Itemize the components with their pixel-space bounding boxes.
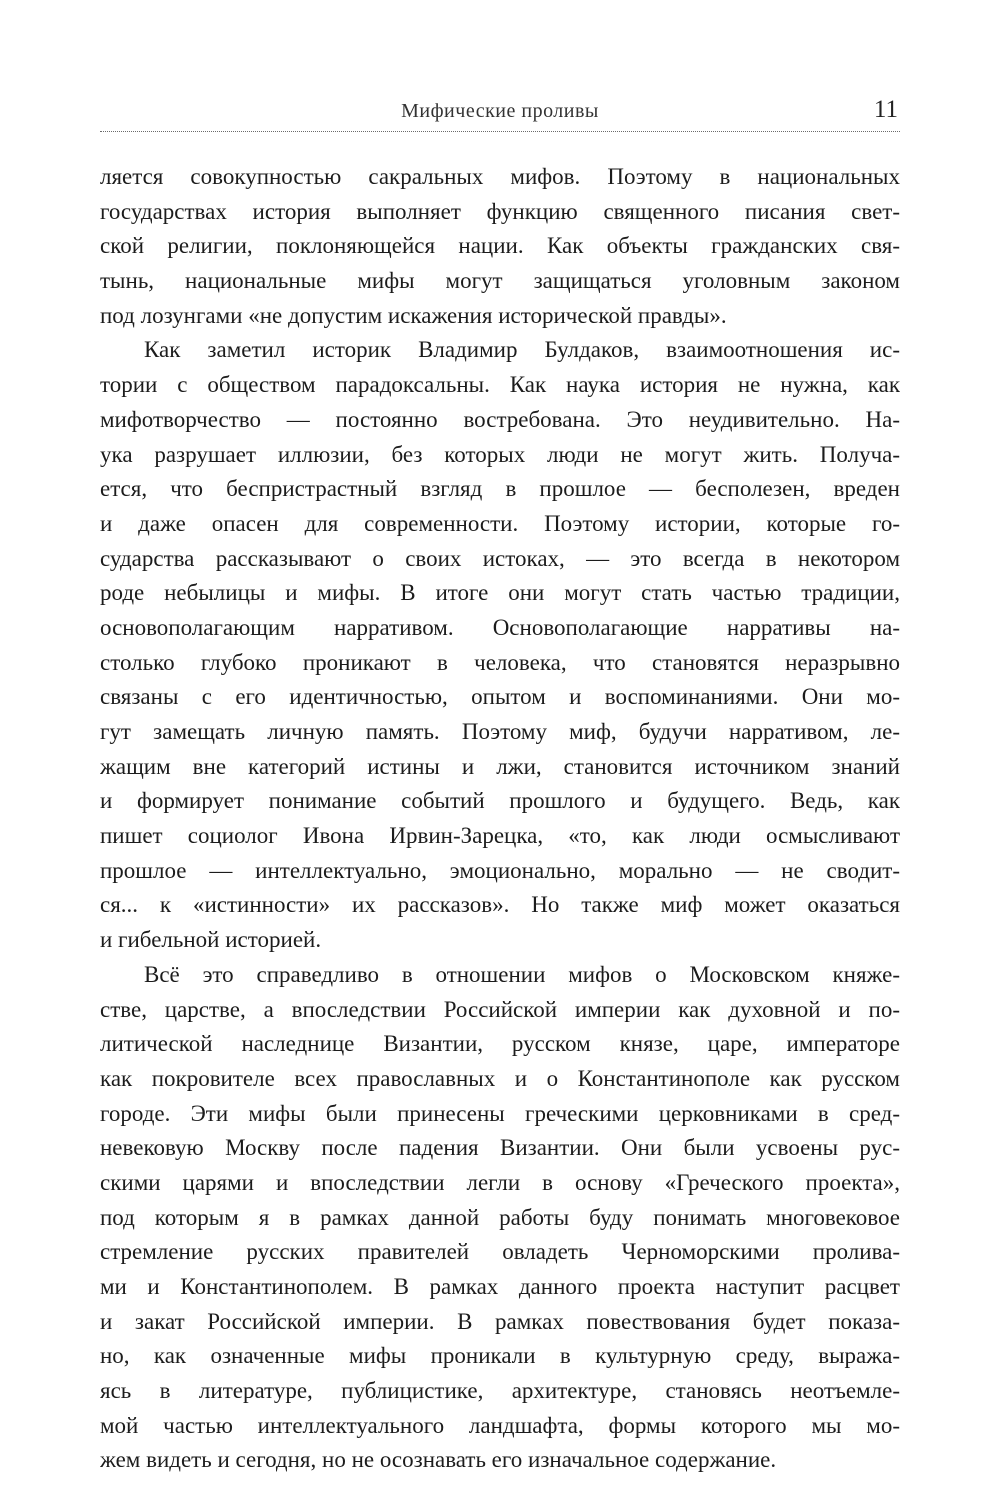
text-line: литической наследнице Византии, русском князе, царе, императоре xyxy=(100,1031,900,1057)
text-line: гут замещать личную память. Поэтому миф, будучи нарративом, ле- xyxy=(100,719,900,744)
text-line: скими царями и впоследствии легли в основу «Греческого проекта», xyxy=(100,1169,900,1195)
text-line: стве, царстве, а впоследствии Российской империи как духовной и по- xyxy=(100,996,900,1022)
text-line: сударства рассказывают о своих истоках, — это всегда в некотором xyxy=(100,545,900,571)
text-line: как покровителе всех православных и о Константинополе как русском xyxy=(100,1065,900,1091)
text-line: жем видеть и сегодня, но не осознавать его изначальное содержание. xyxy=(100,1447,777,1473)
text-line: под которым я в рамках данной работы буду понимать многовековое xyxy=(100,1204,900,1230)
text-line: основополагающим нарративом. Основополагающие нарративы на- xyxy=(100,614,900,640)
book-page xyxy=(100,0,900,1500)
text-line: ской религии, поклоняющейся нации. Как объекты гражданских свя- xyxy=(100,233,900,259)
text-line: жащим вне категорий истины и лжи, становится источником знаний xyxy=(100,753,900,779)
text-line: тынь, национальные мифы могут защищаться уголовным законом xyxy=(100,268,900,294)
text-line: и даже опасен для современности. Поэтому истории, которые го- xyxy=(100,510,900,536)
text-line: и закат Российской империи. В рамках повествования будет показа- xyxy=(100,1308,900,1334)
text-line: но, как означенные мифы проникали в культурную среду, выража- xyxy=(100,1343,900,1369)
body-text xyxy=(100,160,900,1478)
text-line: невековую Москву после падения Византии. Они были усвоены рус- xyxy=(100,1135,900,1161)
text-line: ми и Константинополем. В рамках данного проекта наступит расцвет xyxy=(100,1274,900,1299)
page-number: 11 xyxy=(873,96,898,123)
running-head xyxy=(100,96,900,130)
text-line: государствах история выполняет функцию священного писания свет- xyxy=(100,198,900,224)
header-dotted-rule xyxy=(100,131,900,132)
text-line: под лозунгами «не допустим искажения исторической правды». xyxy=(100,302,727,328)
text-line: мой частью интеллектуального ландшафта, формы которого мы мо- xyxy=(100,1412,900,1438)
text-line: пишет социолог Ивона Ирвин-Зарецка, «то, как люди осмысливают xyxy=(100,823,900,849)
text-line: роде небылицы и мифы. В итоге они могут стать частью традиции, xyxy=(100,580,900,606)
text-line: стремление русских правителей овладеть Черноморскими пролива- xyxy=(100,1239,900,1265)
text-line: ся... к «истинности» их рассказов». Но также миф может оказаться xyxy=(100,892,900,918)
paragraph-first-line: Всё это справедливо в отношении мифов о Московском княже- xyxy=(144,961,900,987)
text-line: связаны с его идентичностью, опытом и воспоминаниями. Они мо- xyxy=(100,684,900,710)
text-line: прошлое — интеллектуально, эмоционально, морально — не сводит- xyxy=(100,857,900,883)
text-line: столько глубоко проникают в человека, что становятся неразрывно xyxy=(100,649,900,675)
text-line: и гибельной историей. xyxy=(100,927,322,953)
text-line: ется, что беспристрастный взгляд в прошлое — бесполезен, вреден xyxy=(100,476,900,502)
text-line: ука разрушает иллюзии, без которых люди не могут жить. Получа- xyxy=(100,441,900,467)
text-line: ляется совокупностью сакральных мифов. Поэтому в национальных xyxy=(100,164,900,189)
running-title: Мифические проливы xyxy=(401,100,599,122)
text-line: городе. Эти мифы были принесены греческими церковниками в сред- xyxy=(100,1100,900,1126)
text-line: тории с обществом парадоксальны. Как наука история не нужна, как xyxy=(100,372,900,398)
text-line: и формирует понимание событий прошлого и будущего. Ведь, как xyxy=(100,788,900,814)
text-line: ясь в литературе, публицистике, архитектуре, становясь неотъемле- xyxy=(100,1378,900,1404)
paragraph-first-line: Как заметил историк Владимир Булдаков, взаимоотношения ис- xyxy=(144,337,900,363)
text-line: мифотворчество — постоянно востребована. Это неудивительно. На- xyxy=(100,406,900,432)
